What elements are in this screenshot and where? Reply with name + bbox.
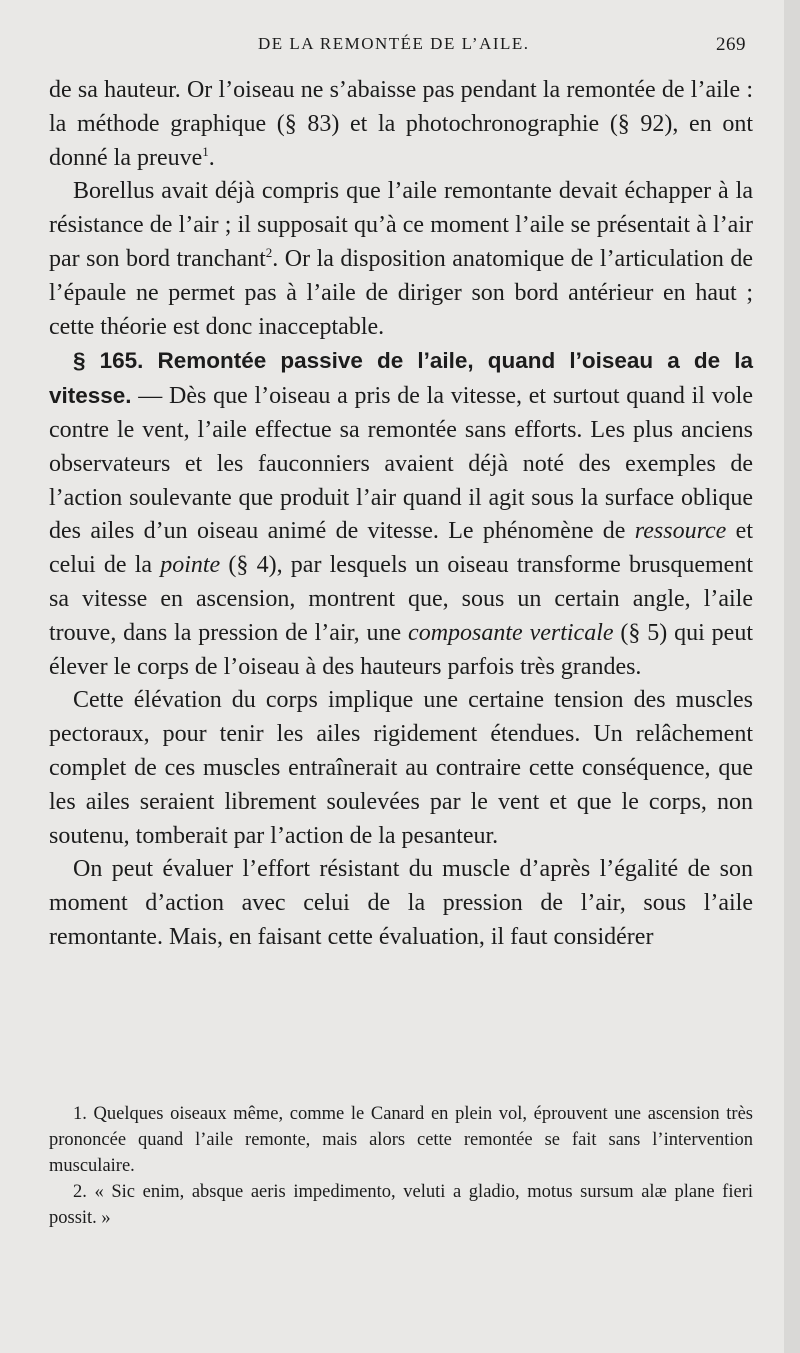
term-composante-verticale: composante verticale: [408, 619, 614, 646]
paragraph-text: Borellus avait déjà compris que l’aile remontante devait échapper à la résistance de l’air ; il supposait qu’à ce moment l’aile se présentait à l’air par son bord tranchant: [49, 178, 753, 272]
page-number: 269: [716, 34, 746, 55]
paragraph-text: (§ 4), par lesquels un oiseau transforme brusquement sa vitesse en ascension, montrent que, sous un certain angle, l’aile trouve, dans la pression de l’air, une: [49, 552, 753, 646]
running-title: DE LA REMONTÉE DE L’AILE.: [258, 34, 530, 53]
footnote-ref-1[interactable]: 1: [202, 143, 209, 159]
paragraph-borellus: [49, 175, 753, 344]
body-text: [49, 74, 753, 955]
section-heading: § 165. Remontée passive de l’aile, quand l’oiseau a de la vitesse.: [49, 348, 753, 409]
footnote-2: 2. « Sic enim, absque aeris impedimento, veluti a gladio, motus sursum alæ plane fieri possit. »: [49, 1182, 753, 1228]
paragraph-text: de sa hauteur. Or l’oiseau ne s’abaisse pas pendant la remontée de l’aile : la méthode graphique (§ 83) et la photochronographie (§ 92), en ont donné la preuve: [49, 77, 753, 171]
term-pointe: pointe: [160, 552, 221, 579]
running-head: [0, 32, 784, 60]
paragraph-effort: On peut évaluer l’effort résistant du muscle d’après l’égalité de son moment d’action avec celui de la pression de l’air, sous l’aile remontante. Mais, en faisant cette évaluation, il faut considérer: [49, 856, 753, 950]
paragraph-text: et celui de la: [49, 518, 753, 579]
paragraph-text: (§ 5) qui peut élever le corps de l’oiseau à des hauteurs parfois très grandes.: [49, 619, 753, 680]
section-165: [49, 344, 753, 684]
footnotes: [49, 1101, 753, 1231]
term-ressource: ressource: [634, 518, 727, 545]
paragraph-elevation: Cette élévation du corps implique une certaine tension des muscles pectoraux, pour tenir les ailes rigidement étendues. Un relâchement complet de ces muscles entraînerait au contraire cette conséquence, que les ailes seraient librement soulevées par le vent et que le corps, non soutenu, tomberait par l’action de la pesanteur.: [49, 687, 753, 849]
footnote-1: 1. Quelques oiseaux même, comme le Canard en plein vol, éprouvent une ascension très prononcée quand l’aile remonte, mais alors cette remontée se fait sans l’intervention musculaire.: [49, 1104, 753, 1176]
paragraph-text: — Dès que l’oiseau a pris de la vitesse, et surtout quand il vole contre le vent, l’aile effectue sa remontée sans efforts. Les plus anciens observateurs et les fauconniers avaient déjà noté des exemples de l’action soulevante que produit l’air quand il agit sous la surface oblique des ailes d’un oiseau animé de vitesse. Le phénomène de: [49, 383, 753, 545]
paragraph-text: . Or la disposition anatomique de l’articulation de l’épaule ne permet pas à l’aile de diriger son bord antérieur en haut ; cette théorie est donc inacceptable.: [49, 245, 754, 340]
paragraph-continued: [49, 74, 753, 175]
footnote-ref-2[interactable]: 2: [265, 244, 273, 260]
paragraph-text: .: [208, 144, 215, 171]
